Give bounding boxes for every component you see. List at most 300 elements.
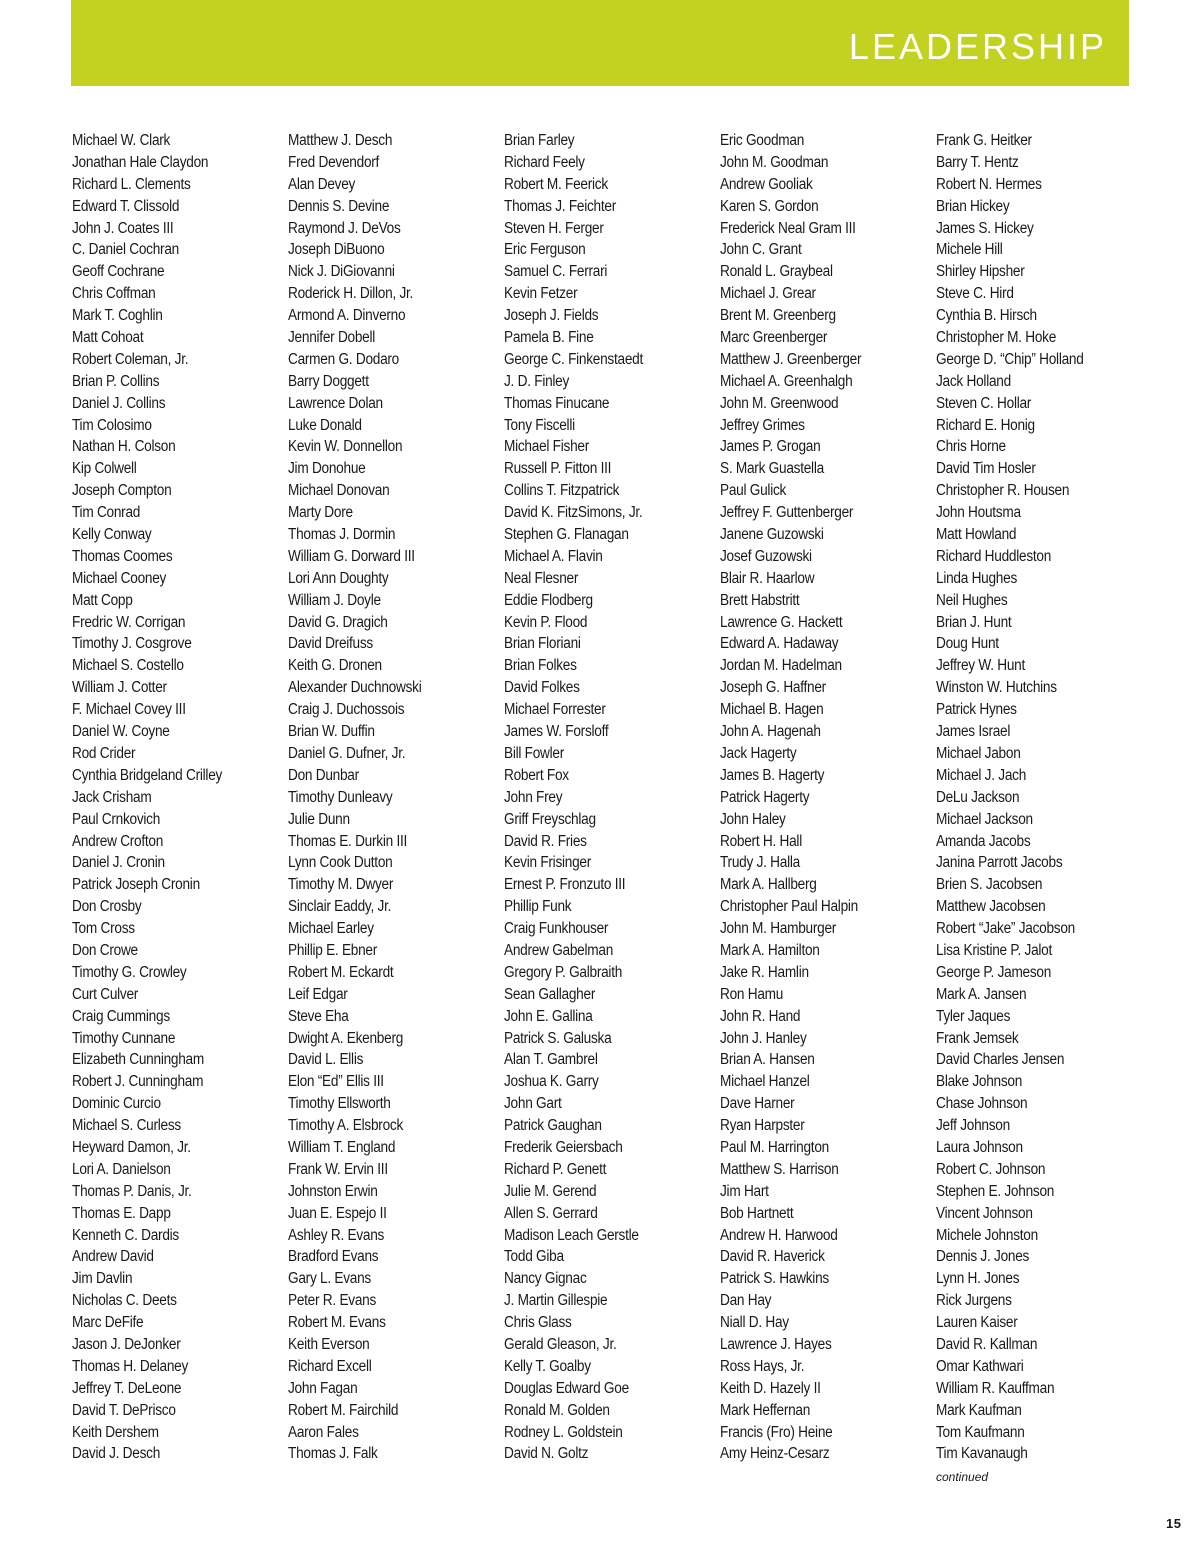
name-entry: Matthew S. Harrison	[720, 1160, 839, 1178]
name-entry: Ross Hays, Jr.	[720, 1357, 805, 1375]
name-entry: Cynthia B. Hirsch	[936, 307, 1037, 325]
name-entry: Julie M. Gerend	[504, 1182, 597, 1200]
name-entry: Marc Greenberger	[720, 329, 828, 347]
name-entry: Chris Horne	[936, 438, 1006, 456]
name-entry: Patrick S. Galuska	[504, 1029, 612, 1047]
name-entry: Lynn Cook Dutton	[288, 854, 393, 872]
name-entry: Frederick Neal Gram III	[720, 219, 856, 237]
name-entry: DeLu Jackson	[936, 788, 1020, 806]
name-entry: Kelly T. Goalby	[504, 1357, 591, 1375]
name-entry: Matthew J. Desch	[288, 132, 393, 149]
name-entry: Patrick S. Hawkins	[720, 1270, 829, 1288]
name-entry: Thomas E. Dapp	[72, 1204, 171, 1222]
name-entry: Keith D. Hazely II	[720, 1379, 821, 1397]
name-entry: Robert N. Hermes	[936, 175, 1042, 193]
name-entry: Sean Gallagher	[504, 985, 596, 1003]
name-entry: Jake R. Hamlin	[720, 963, 809, 981]
name-entry: Michael Forrester	[504, 701, 606, 719]
name-entry: Brian Farley	[504, 132, 575, 149]
name-entry: Roderick H. Dillon, Jr.	[288, 285, 414, 303]
name-entry: Stephen E. Johnson	[936, 1182, 1055, 1200]
name-entry: Janina Parrott Jacobs	[936, 854, 1063, 872]
name-entry: Dave Harner	[720, 1095, 795, 1113]
name-entry: Griff Freyschlag	[504, 810, 596, 828]
name-column-3	[504, 130, 714, 1465]
name-entry: Michael J. Grear	[720, 285, 816, 303]
name-entry: George C. Finkenstaedt	[504, 350, 644, 368]
name-entry: Heyward Damon, Jr.	[72, 1138, 191, 1156]
name-entry: Michael Earley	[288, 920, 374, 938]
name-entry: Brett Habstritt	[720, 591, 800, 609]
name-entry: George D. “Chip” Holland	[936, 350, 1084, 368]
name-entry: Laura Johnson	[936, 1138, 1023, 1156]
name-entry: Jeffrey W. Hunt	[936, 657, 1026, 675]
name-entry: Nicholas C. Deets	[72, 1292, 177, 1310]
name-entry: Paul Gulick	[720, 482, 787, 500]
name-entry: Craig J. Duchossois	[288, 701, 405, 719]
name-entry: Edward T. Clissold	[72, 197, 180, 215]
name-entry: Matt Copp	[72, 591, 133, 609]
name-entry: Michael S. Costello	[72, 657, 184, 675]
name-entry: Robert H. Hall	[720, 832, 802, 850]
name-entry: George P. Jameson	[936, 963, 1052, 981]
name-entry: Don Crowe	[72, 941, 138, 959]
name-entry: Alexander Duchnowski	[288, 679, 422, 697]
name-entry: Jeffrey Grimes	[720, 416, 805, 434]
name-entry: Richard Feely	[504, 153, 585, 171]
name-entry: Trudy J. Halla	[720, 854, 800, 872]
name-entry: Dwight A. Ekenberg	[288, 1029, 404, 1047]
name-entry: Nick J. DiGiovanni	[288, 263, 395, 281]
name-entry: John Fagan	[288, 1379, 358, 1397]
name-entry: Lori Ann Doughty	[288, 569, 389, 587]
name-entry: Michael W. Clark	[72, 132, 171, 149]
name-entry: Joshua K. Garry	[504, 1073, 599, 1091]
name-entry: Ron Hamu	[720, 985, 784, 1003]
name-entry: Thomas J. Feichter	[504, 197, 616, 215]
name-entry: F. Michael Covey III	[72, 701, 186, 719]
name-entry: Michael A. Greenhalgh	[720, 372, 853, 390]
name-entry: Francis (Fro) Heine	[720, 1423, 833, 1441]
name-entry: Ryan Harpster	[720, 1117, 805, 1135]
name-entry: Daniel J. Cronin	[72, 854, 165, 872]
name-entry: James B. Hagerty	[720, 766, 825, 784]
name-entry: J. Martin Gillespie	[504, 1292, 608, 1310]
name-entry: Steve C. Hird	[936, 285, 1014, 303]
name-entry: Richard L. Clements	[72, 175, 191, 193]
name-entry: Gary L. Evans	[288, 1270, 371, 1288]
name-entry: Amy Heinz-Cesarz	[720, 1445, 830, 1463]
name-entry: Cynthia Bridgeland Crilley	[72, 766, 223, 784]
name-entry: Andrew H. Harwood	[720, 1226, 838, 1244]
name-entry: Jim Davlin	[72, 1270, 133, 1288]
name-entry: John M. Goodman	[720, 153, 829, 171]
name-entry: John Gart	[504, 1095, 562, 1113]
name-entry: David R. Haverick	[720, 1248, 825, 1266]
name-entry: Ronald M. Golden	[504, 1401, 610, 1419]
name-entry: James S. Hickey	[936, 219, 1034, 237]
name-entry: Niall D. Hay	[720, 1314, 789, 1332]
name-entry: Samuel C. Ferrari	[504, 263, 608, 281]
name-entry: Nancy Gignac	[504, 1270, 587, 1288]
name-entry: John C. Grant	[720, 241, 802, 259]
name-entry: Kevin W. Donnellon	[288, 438, 403, 456]
name-entry: Thomas J. Dormin	[288, 526, 396, 544]
name-entry: Andrew David	[72, 1248, 154, 1266]
name-entry: Eric Goodman	[720, 132, 805, 149]
name-entry: Jim Donohue	[288, 460, 366, 478]
name-entry: Tim Conrad	[72, 504, 141, 522]
name-entry: Robert M. Evans	[288, 1314, 386, 1332]
name-entry: Nathan H. Colson	[72, 438, 176, 456]
name-entry: Robert J. Cunningham	[72, 1073, 204, 1091]
name-entry: Doug Hunt	[936, 635, 999, 653]
name-entry: Matt Howland	[936, 526, 1017, 544]
name-entry: Luke Donald	[288, 416, 362, 434]
name-entry: Douglas Edward Goe	[504, 1379, 629, 1397]
name-entry: Bob Hartnett	[720, 1204, 794, 1222]
name-entry: Thomas Coomes	[72, 547, 173, 565]
name-entry: Elon “Ed” Ellis III	[288, 1073, 384, 1091]
name-entry: William T. England	[288, 1138, 396, 1156]
name-entry: William G. Dorward III	[288, 547, 415, 565]
name-entry: Todd Giba	[504, 1248, 564, 1266]
name-entry: Joseph Compton	[72, 482, 172, 500]
name-entry: Brent M. Greenberg	[720, 307, 836, 325]
name-entry: Steve Eha	[288, 1007, 349, 1025]
name-entry: David L. Ellis	[288, 1051, 364, 1069]
name-entry: Brian A. Hansen	[720, 1051, 815, 1069]
name-entry: Brian Hickey	[936, 197, 1010, 215]
name-entry: Robert Coleman, Jr.	[72, 350, 189, 368]
name-entry: David R. Kallman	[936, 1335, 1038, 1353]
name-entry: Thomas J. Falk	[288, 1445, 378, 1463]
name-entry: Blake Johnson	[936, 1073, 1023, 1091]
name-entry: John J. Coates III	[72, 219, 174, 237]
name-entry: Kevin Frisinger	[504, 854, 592, 872]
name-entry: Curt Culver	[72, 985, 139, 1003]
name-entry: Lori A. Danielson	[72, 1160, 171, 1178]
name-entry: Jeffrey T. DeLeone	[72, 1379, 182, 1397]
name-entry: Michele Johnston	[936, 1226, 1038, 1244]
name-entry: Andrew Crofton	[72, 832, 164, 850]
name-entry: Karen S. Gordon	[720, 197, 819, 215]
name-entry: Tim Kavanaugh	[936, 1445, 1028, 1463]
name-entry: William J. Cotter	[72, 679, 167, 697]
name-entry: Chris Coffman	[72, 285, 156, 303]
name-entry: Pamela B. Fine	[504, 329, 594, 347]
name-entry: Ronald L. Graybeal	[720, 263, 833, 281]
name-entry: Marty Dore	[288, 504, 353, 522]
name-entry: Russell P. Fitton III	[504, 460, 612, 478]
name-entry: James P. Grogan	[720, 438, 821, 456]
name-entry: Matthew J. Greenberger	[720, 350, 862, 368]
name-entry: Robert “Jake” Jacobson	[936, 920, 1075, 938]
name-entry: Kevin Fetzer	[504, 285, 578, 303]
name-entry: Brian J. Hunt	[936, 613, 1012, 631]
name-entry: Jeffrey F. Guttenberger	[720, 504, 854, 522]
name-entry: Timothy Cunnane	[72, 1029, 176, 1047]
name-entry: Chase Johnson	[936, 1095, 1028, 1113]
name-entry: Daniel G. Dufner, Jr.	[288, 744, 406, 762]
name-entry: Allen S. Gerrard	[504, 1204, 598, 1222]
name-entry: Richard Excell	[288, 1357, 372, 1375]
name-entry: Neal Flesner	[504, 569, 579, 587]
name-entry: S. Mark Guastella	[720, 460, 824, 478]
name-column-2	[288, 130, 498, 1465]
name-entry: Don Dunbar	[288, 766, 359, 784]
name-entry: Chris Glass	[504, 1314, 572, 1332]
name-entry: Linda Hughes	[936, 569, 1018, 587]
name-entry: Dennis S. Devine	[288, 197, 390, 215]
name-entry: Tom Kaufmann	[936, 1423, 1025, 1441]
name-entry: Dominic Curcio	[72, 1095, 161, 1113]
name-entry: Lynn H. Jones	[936, 1270, 1020, 1288]
name-entry: Dan Hay	[720, 1292, 772, 1310]
name-entry: Frank W. Ervin III	[288, 1160, 388, 1178]
name-entry: Timothy A. Elsbrock	[288, 1117, 404, 1135]
name-entry: Johnston Erwin	[288, 1182, 378, 1200]
name-entry: Tony Fiscelli	[504, 416, 575, 434]
name-entry: Michael S. Curless	[72, 1117, 181, 1135]
name-entry: Patrick Hynes	[936, 701, 1017, 719]
name-entry: Patrick Hagerty	[720, 788, 810, 806]
name-entry: Gerald Gleason, Jr.	[504, 1335, 617, 1353]
name-entry: David Tim Hosler	[936, 460, 1036, 478]
name-entry: Thomas P. Danis, Jr.	[72, 1182, 192, 1200]
name-entry: Kelly Conway	[72, 526, 152, 544]
name-entry: Michael A. Flavin	[504, 547, 603, 565]
name-entry: Kip Colwell	[72, 460, 137, 478]
name-entry: Michael Hanzel	[720, 1073, 810, 1091]
name-entry: Juan E. Espejo II	[288, 1204, 387, 1222]
name-entry: Fred Devendorf	[288, 153, 380, 171]
name-entry: Richard P. Genett	[504, 1160, 607, 1178]
name-entry: Joseph J. Fields	[504, 307, 599, 325]
name-entry: Eric Ferguson	[504, 241, 586, 259]
name-entry: Jonathan Hale Claydon	[72, 153, 209, 171]
name-entry: Timothy G. Crowley	[72, 963, 187, 981]
name-entry: Raymond J. DeVos	[288, 219, 401, 237]
name-entry: Richard E. Honig	[936, 416, 1035, 434]
name-entry: Tyler Jaques	[936, 1007, 1011, 1025]
name-entry: Collins T. Fitzpatrick	[504, 482, 620, 500]
name-entry: David Folkes	[504, 679, 580, 697]
name-entry: Michael J. Jach	[936, 766, 1027, 784]
name-entry: Dennis J. Jones	[936, 1248, 1030, 1266]
name-entry: Phillip Funk	[504, 898, 572, 916]
name-entry: Julie Dunn	[288, 810, 350, 828]
name-entry: Carmen G. Dodaro	[288, 350, 400, 368]
name-entry: David N. Goltz	[504, 1445, 589, 1463]
name-entry: Craig Cummings	[72, 1007, 170, 1025]
name-entry: Christopher R. Housen	[936, 482, 1070, 500]
name-entry: Edward A. Hadaway	[720, 635, 839, 653]
name-entry: Timothy Ellsworth	[288, 1095, 391, 1113]
page-title: LEADERSHIP	[848, 26, 1107, 67]
name-entry: John E. Gallina	[504, 1007, 593, 1025]
name-entry: Eddie Flodberg	[504, 591, 593, 609]
name-entry: Matthew Jacobsen	[936, 898, 1046, 916]
name-entry: Amanda Jacobs	[936, 832, 1031, 850]
name-entry: Matt Cohoat	[72, 329, 144, 347]
name-entry: Alan Devey	[288, 175, 356, 193]
name-entry: Michele Hill	[936, 241, 1003, 259]
name-entry: John J. Hanley	[720, 1029, 807, 1047]
name-entry: Robert M. Fairchild	[288, 1401, 399, 1419]
name-entry: Michael Jackson	[936, 810, 1033, 828]
name-entry: Peter R. Evans	[288, 1292, 377, 1310]
name-entry: Patrick Gaughan	[504, 1117, 602, 1135]
name-entry: Mark Kaufman	[936, 1401, 1022, 1419]
name-entry: Rod Crider	[72, 744, 136, 762]
name-entry: John Frey	[504, 788, 563, 806]
continued-note: continued	[936, 1470, 989, 1484]
name-entry: James W. Forsloff	[504, 723, 609, 741]
name-entry: Brian W. Duffin	[288, 723, 375, 741]
name-entry: Gregory P. Galbraith	[504, 963, 623, 981]
name-entry: Bill Fowler	[504, 744, 565, 762]
name-entry: David K. FitzSimons, Jr.	[504, 504, 643, 522]
name-entry: Thomas Finucane	[504, 394, 610, 412]
name-entry: Robert M. Eckardt	[288, 963, 394, 981]
name-entry: Timothy M. Dwyer	[288, 876, 394, 894]
name-entry: Patrick Joseph Cronin	[72, 876, 200, 894]
name-entry: Robert C. Johnson	[936, 1160, 1046, 1178]
name-entry: Robert Fox	[504, 766, 569, 784]
name-entry: Christopher Paul Halpin	[720, 898, 858, 916]
name-entry: Rodney L. Goldstein	[504, 1423, 623, 1441]
name-entry: Kevin P. Flood	[504, 613, 588, 631]
name-entry: Thomas E. Durkin III	[288, 832, 408, 850]
name-entry: David Dreifuss	[288, 635, 374, 653]
name-entry: Brian P. Collins	[72, 372, 160, 390]
name-entry: William R. Kauffman	[936, 1379, 1055, 1397]
name-entry: Shirley Hipsher	[936, 263, 1025, 281]
name-entry: Jack Hagerty	[720, 744, 797, 762]
name-entry: Thomas H. Delaney	[72, 1357, 189, 1375]
name-entry: Tom Cross	[72, 920, 135, 938]
name-entry: Lawrence Dolan	[288, 394, 383, 412]
name-entry: Geoff Cochrane	[72, 263, 165, 281]
name-entry: Jennifer Dobell	[288, 329, 376, 347]
name-entry: Keith G. Dronen	[288, 657, 382, 675]
name-entry: Timothy Dunleavy	[288, 788, 393, 806]
name-entry: Elizabeth Cunningham	[72, 1051, 204, 1069]
name-entry: Timothy J. Cosgrove	[72, 635, 192, 653]
name-entry: Michael B. Hagen	[720, 701, 824, 719]
name-entry: Brian Folkes	[504, 657, 577, 675]
name-entry: Tim Colosimo	[72, 416, 152, 434]
name-entry: Jordan M. Hadelman	[720, 657, 842, 675]
name-entry: Christopher M. Hoke	[936, 329, 1057, 347]
name-entry: Aaron Fales	[288, 1423, 359, 1441]
name-entry: Joseph DiBuono	[288, 241, 385, 259]
name-entry: Mark A. Jansen	[936, 985, 1027, 1003]
name-entry: Janene Guzowski	[720, 526, 824, 544]
name-entry: Frank G. Heitker	[936, 132, 1032, 149]
name-entry: Lawrence J. Hayes	[720, 1335, 832, 1353]
name-entry: Sinclair Eaddy, Jr.	[288, 898, 392, 916]
name-entry: Steven C. Hollar	[936, 394, 1032, 412]
name-entry: Steven H. Ferger	[504, 219, 604, 237]
name-entry: Armond A. Dinverno	[288, 307, 406, 325]
name-entry: Richard Huddleston	[936, 547, 1052, 565]
name-entry: Kenneth C. Dardis	[72, 1226, 179, 1244]
name-entry: Mark T. Coghlin	[72, 307, 163, 325]
name-entry: Jason J. DeJonker	[72, 1335, 181, 1353]
name-entry: John R. Hand	[720, 1007, 801, 1025]
name-entry: Frederik Geiersbach	[504, 1138, 623, 1156]
name-entry: Robert M. Feerick	[504, 175, 608, 193]
name-entry: Blair R. Haarlow	[720, 569, 815, 587]
name-entry: Paul Crnkovich	[72, 810, 161, 828]
name-entry: David T. DePrisco	[72, 1401, 176, 1419]
name-entry: Rick Jurgens	[936, 1292, 1012, 1310]
name-entry: Alan T. Gambrel	[504, 1051, 598, 1069]
name-entry: John Houtsma	[936, 504, 1021, 522]
name-column-1	[72, 130, 282, 1465]
name-column-5	[936, 130, 1146, 1465]
name-entry: Craig Funkhouser	[504, 920, 609, 938]
name-entry: Brian Floriani	[504, 635, 581, 653]
name-entry: Mark Heffernan	[720, 1401, 811, 1419]
name-entry: Michael Donovan	[288, 482, 390, 500]
name-entry: John Haley	[720, 810, 786, 828]
name-entry: Ashley R. Evans	[288, 1226, 385, 1244]
name-entry: David J. Desch	[72, 1445, 161, 1463]
name-entry: Ernest P. Fronzuto III	[504, 876, 626, 894]
name-entry: Bradford Evans	[288, 1248, 379, 1266]
name-entry: Jack Crisham	[72, 788, 152, 806]
name-entry: Jeff Johnson	[936, 1117, 1010, 1135]
name-entry: Keith Dershem	[72, 1423, 159, 1441]
name-entry: Michael Cooney	[72, 569, 167, 587]
name-entry: Daniel J. Collins	[72, 394, 166, 412]
name-entry: Barry Doggett	[288, 372, 369, 390]
name-entry: Leif Edgar	[288, 985, 348, 1003]
name-entry: Michael Fisher	[504, 438, 590, 456]
name-entry: Lisa Kristine P. Jalot	[936, 941, 1053, 959]
name-entry: Lauren Kaiser	[936, 1314, 1018, 1332]
name-entry: Andrew Gabelman	[504, 941, 614, 959]
name-entry: James Israel	[936, 723, 1011, 741]
name-entry: Phillip E. Ebner	[288, 941, 378, 959]
name-entry: Don Crosby	[72, 898, 142, 916]
name-column-4	[720, 130, 930, 1465]
name-entry: Jim Hart	[720, 1182, 769, 1200]
name-entry: David G. Dragich	[288, 613, 388, 631]
name-entry: Vincent Johnson	[936, 1204, 1033, 1222]
name-entry: Mark A. Hamilton	[720, 941, 820, 959]
name-entry: John A. Hagenah	[720, 723, 821, 741]
page-number: 15	[1166, 1516, 1182, 1531]
name-entry: Omar Kathwari	[936, 1357, 1024, 1375]
header-banner	[71, 0, 1129, 86]
name-entry: David Charles Jensen	[936, 1051, 1065, 1069]
name-entry: John M. Hamburger	[720, 920, 837, 938]
name-entry: William J. Doyle	[288, 591, 381, 609]
name-entry: Jack Holland	[936, 372, 1011, 390]
name-entry: J. D. Finley	[504, 372, 570, 390]
name-entry: C. Daniel Cochran	[72, 241, 179, 259]
name-entry: Marc DeFife	[72, 1314, 144, 1332]
name-entry: Fredric W. Corrigan	[72, 613, 186, 631]
name-entry: Daniel W. Coyne	[72, 723, 170, 741]
name-entry: Winston W. Hutchins	[936, 679, 1057, 697]
name-entry: Keith Everson	[288, 1335, 370, 1353]
name-entry: Madison Leach Gerstle	[504, 1226, 639, 1244]
